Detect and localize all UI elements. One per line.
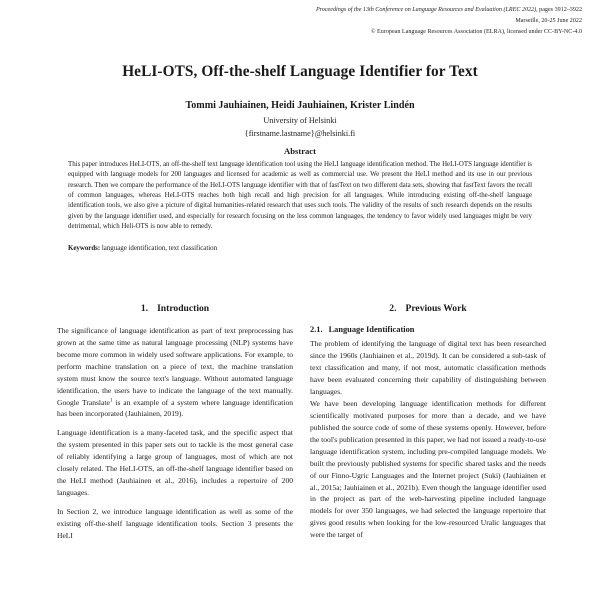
author-list: Tommi Jauhiainen, Heidi Jauhiainen, Krister Lindén	[185, 100, 415, 112]
paragraph-text: The significance of language identification as part of text preprocessing has grown at the same time as natural language processing (NLP) systems have become more common in widely used software applications. For example, to perform machine translation on a piece of text, the machine translation system must know the source text's language. Without automated language identification, the users have to indicate the language of the text manually. Google Translate	[57, 325, 293, 407]
page-range: , pages 3912–3922	[536, 7, 582, 13]
body-columns	[57, 303, 546, 603]
right-column	[310, 303, 546, 603]
publication-header-line-1	[152, 5, 582, 16]
section-number: 2.	[389, 303, 397, 314]
publication-header-line-3: © European Language Resources Association (ELRA), licensed under CC-BY-NC-4.0	[370, 28, 582, 35]
abstract-heading: Abstract	[284, 146, 316, 156]
keywords-value: language identification, text classification	[100, 244, 218, 252]
publication-header	[152, 5, 582, 38]
paragraph-text-tail: is an example of a system where language identification has been incorporated (Jauhiainen, 2019).	[57, 397, 293, 419]
section-heading-previous-work	[310, 303, 546, 315]
paragraph: We have been developing language identification methods for different scientifically motivated purposes for more than a decade, and we have published the source code of some of these systems openly. However, before the tool's publication presented in this paper, we had not issued a ready-to-use language identification system, including pre-compiled language models. We built the previously published systems for specific shared tasks and the needs of our Finno-Ugric Languages and the Internet project (Suki) (Jauhiainen et al., 2015a; Jauhiainen et al., 2021b). Even though the language identifier used in the project as part of the web-harvesting pipeline included language models for over 350 languages, we had selected the language repertoire that gives good results when looking for the low-resourced Uralic languages that were the target of	[310, 399, 546, 540]
subsection-number: 2.1.	[310, 324, 323, 334]
proceedings-title: Proceedings of the 13th Conference on Language Resources and Evaluation (LREC 2022)	[315, 7, 537, 13]
subsection-heading-language-identification	[310, 325, 546, 336]
keywords-line	[68, 244, 532, 254]
paragraph: In Section 2, we introduce language identification as well as some of the existing off-the-shelf language identification tools. Section 3 presents the HeLI	[57, 506, 293, 540]
keywords-label: Keywords:	[68, 244, 101, 252]
paragraph	[57, 325, 293, 420]
section-number: 1.	[140, 303, 149, 314]
abstract-block	[68, 146, 532, 254]
subsection-title: Language Identification	[328, 324, 415, 334]
contact-email: {firstname.lastname}@helsinki.fi	[244, 128, 356, 138]
abstract-text: This paper introduces HeLI-OTS, an off-the-shelf text language identification tool using the HeLI language identification method. The HeLI-OTS language identifier is equipped with language models for 200 languages and licensed for academic as well as commercial use. We present the HeLI method and its use in our previous research. Then we compare the performance of the HeLI-OTS language identifier with that of fastText on two different data sets, showing that fastText favors the recall of common languages, whereas HeLI-OTS reaches both high recall and high precision for all languages. While introducing existing off-the-shelf language identification tools, we also give a picture of digital humanities-related research that uses such tools. The validity of the results of such research depends on the results given by the language identifier used, and especially for research focusing on the less common languages, the tendency to favor widely used languages might be very detrimental, which Heli-OTS is now able to remedy.	[68, 161, 532, 231]
footnote-marker: 1	[109, 397, 113, 403]
publication-header-line-2: Marseille, 20-25 June 2022	[515, 17, 582, 24]
affiliation: University of Helsinki	[263, 116, 337, 126]
page-title: HeLI-OTS, Off-the-shelf Language Identifier for Text	[122, 63, 478, 80]
section-title: Introduction	[157, 303, 210, 314]
paragraph: The problem of identifying the language of digital text has been researched since the 1960s (Jauhiainen et al., 2019d). It can be considered a sub-task of text classification and many, if not most, automatic classification methods have been evaluated concerning their capability of distinguishing between languages.	[310, 339, 546, 397]
paragraph: Language identification is a many-faceted task, and the specific aspect that the system presented in this paper sets out to tackle is the most general case of reliably identifying a large group of languages, most of which are not closely related. The HeLI-OTS, an off-the-shelf language identifier based on the HeLI method (Jauhiainen et al., 2016), includes a repertoire of 200 languages.	[57, 428, 293, 497]
title-block	[48, 63, 552, 139]
left-column	[57, 303, 293, 603]
section-title: Previous Work	[405, 303, 467, 314]
section-heading-introduction	[57, 303, 293, 315]
